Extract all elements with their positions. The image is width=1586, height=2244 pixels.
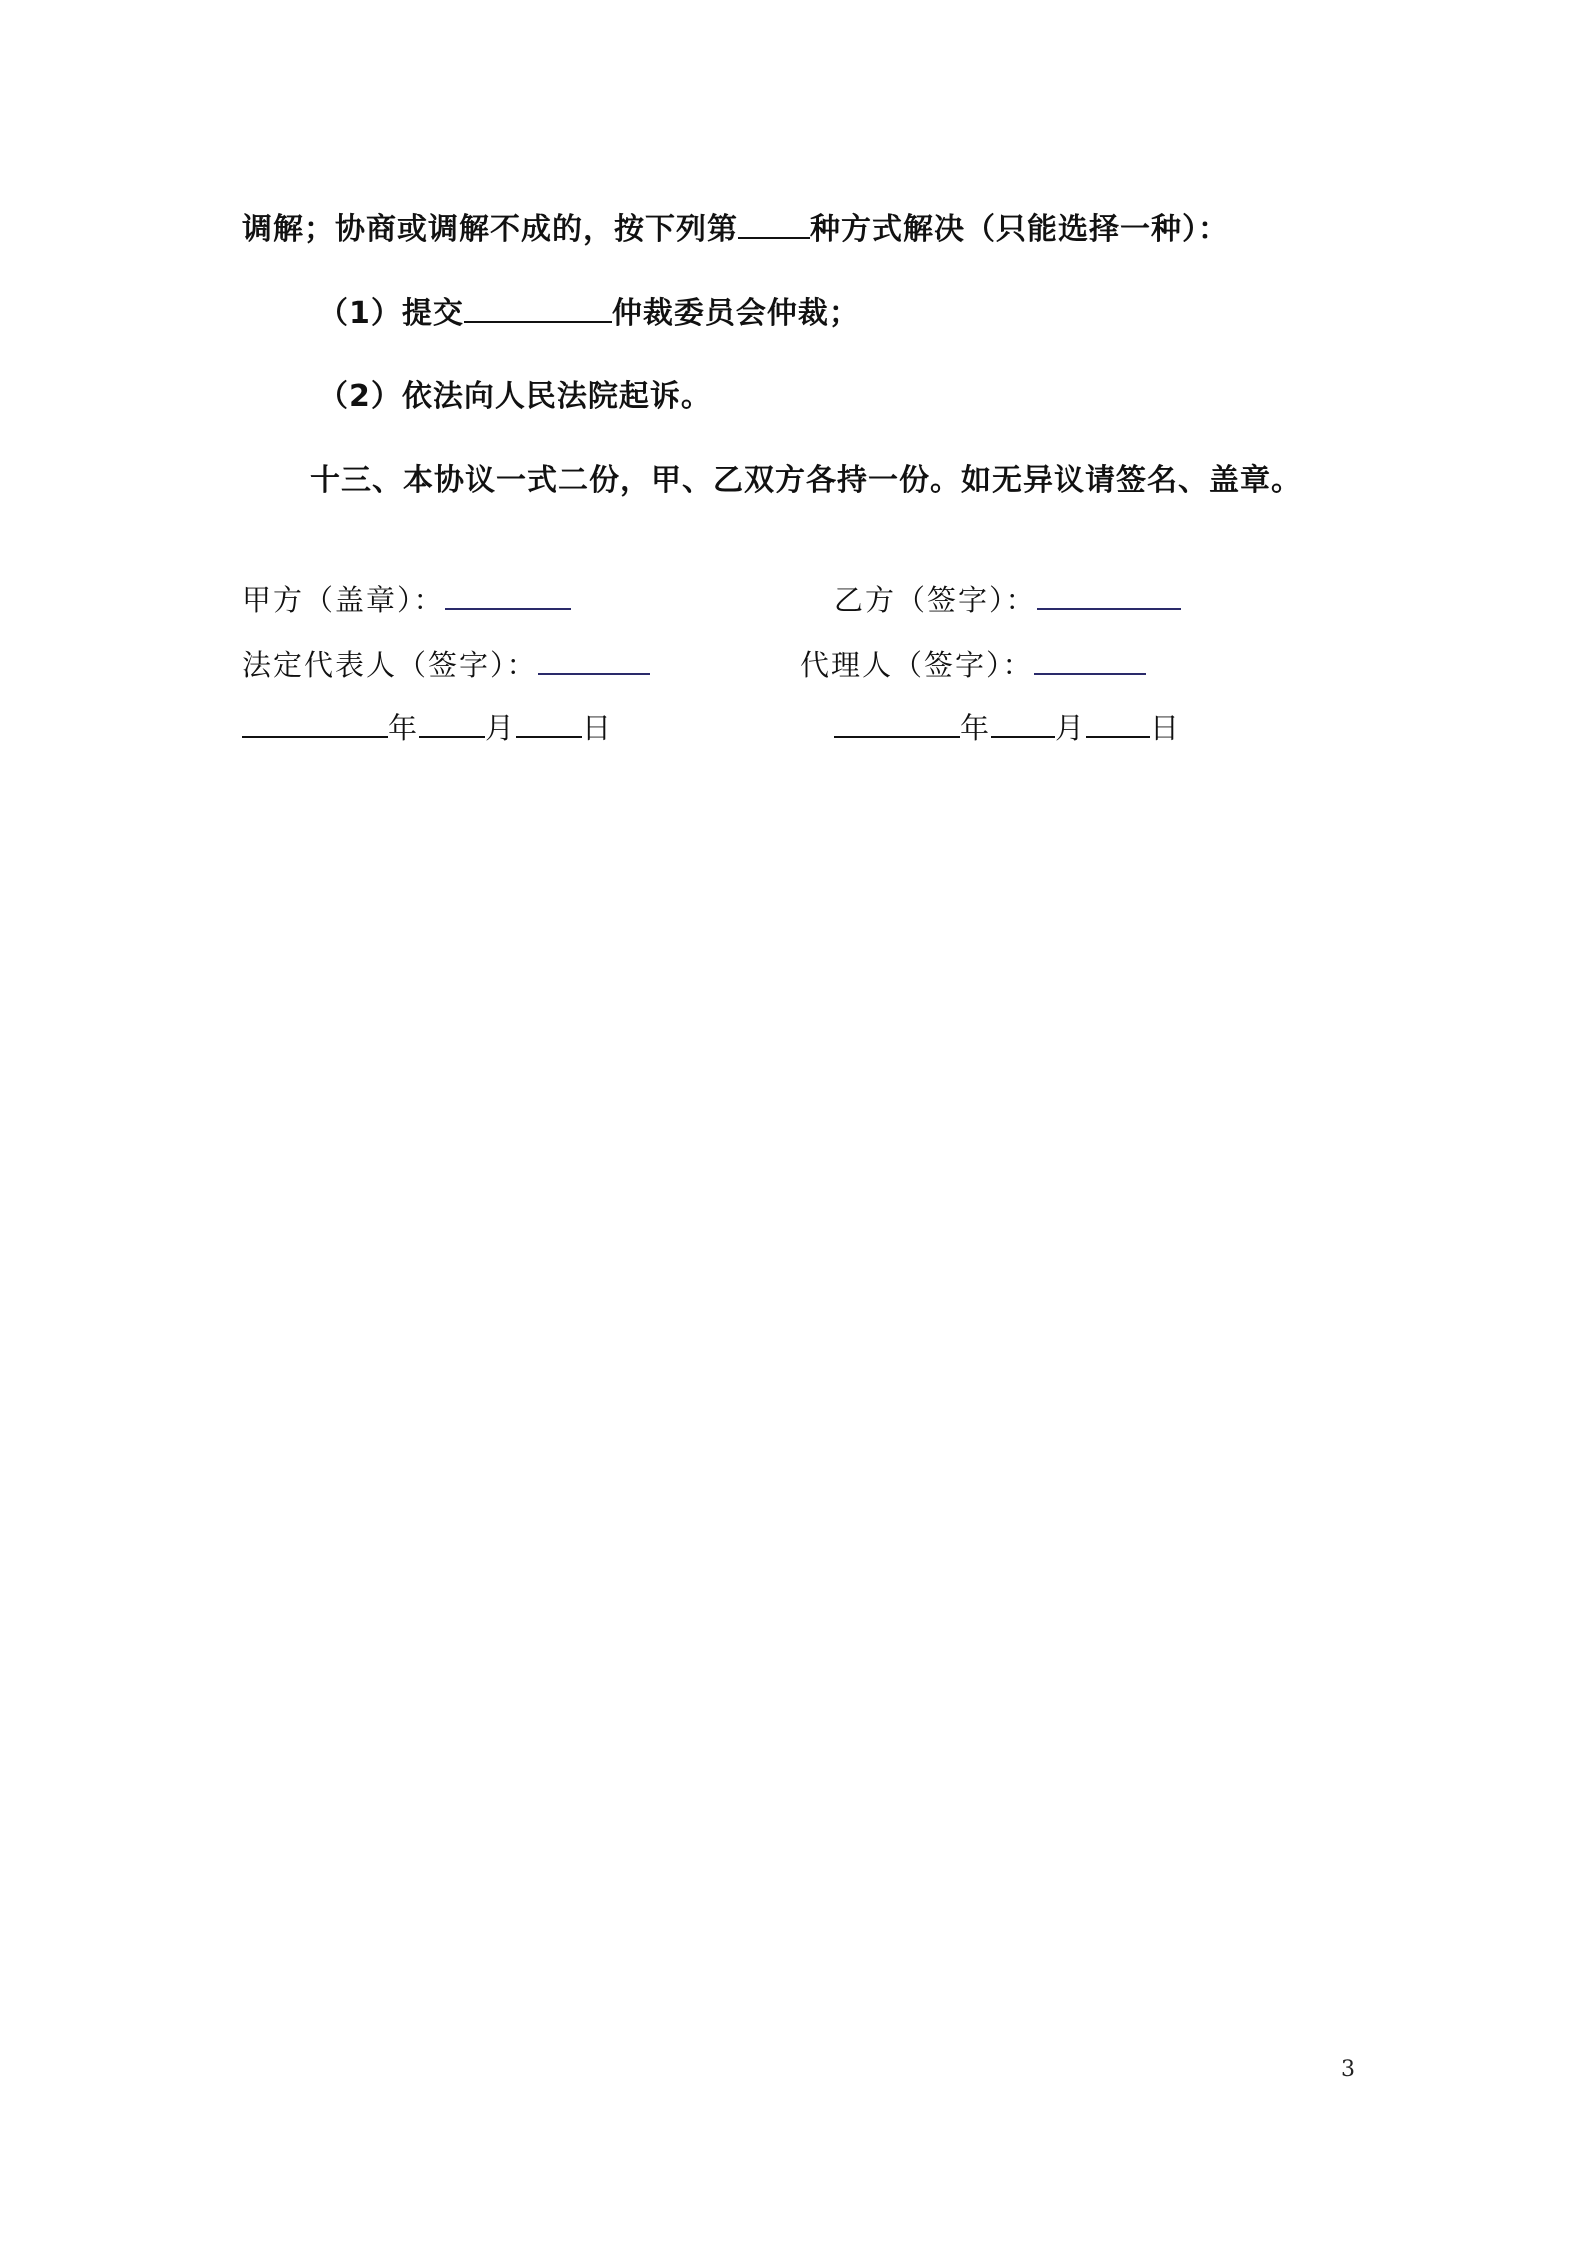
party-a-signature — [242, 580, 571, 620]
legal-rep-signature — [242, 645, 650, 685]
page-number: 3 — [1341, 2057, 1355, 2082]
party-b-signature-blank[interactable] — [1037, 582, 1181, 610]
dispute-text-part2: 种方式解决（只能选择一种）： — [810, 212, 1229, 247]
party-b-year-blank[interactable] — [834, 710, 960, 738]
year-label: 年 — [388, 711, 420, 745]
month-label: 月 — [1055, 711, 1087, 745]
party-b-signature — [834, 580, 1181, 620]
party-b-day-blank[interactable] — [1086, 710, 1150, 738]
agent-label: 代理人（签字）： — [800, 648, 1034, 682]
day-label: 日 — [1150, 711, 1182, 745]
clause-13-line — [310, 461, 1302, 501]
party-a-day-blank[interactable] — [516, 710, 582, 738]
party-a-month-blank[interactable] — [419, 710, 485, 738]
option-1-line — [318, 293, 860, 334]
party-a-year-blank[interactable] — [242, 710, 388, 738]
party-a-seal-blank[interactable] — [445, 582, 571, 610]
agent-signature — [800, 645, 1146, 685]
clause-13-text: 十三、本协议一式二份，甲、乙双方各持一份。如无异议请签名、盖章。 — [310, 463, 1302, 498]
arbitration-committee-blank[interactable] — [464, 293, 612, 323]
dispute-resolution-line — [242, 209, 1229, 250]
legal-rep-label: 法定代表人（签字）： — [242, 648, 538, 682]
party-b-date — [834, 708, 1181, 748]
party-b-label: 乙方（签字）： — [834, 583, 1037, 617]
method-number-blank[interactable] — [738, 209, 810, 239]
month-label: 月 — [485, 711, 517, 745]
option-2-line — [318, 377, 712, 417]
option-1-text-part1: （1）提交 — [318, 296, 464, 331]
option-1-text-part2: 仲裁委员会仲裁； — [611, 296, 860, 331]
year-label: 年 — [960, 711, 992, 745]
option-2-text: （2）依法向人民法院起诉。 — [318, 379, 712, 414]
party-b-month-blank[interactable] — [991, 710, 1055, 738]
day-label: 日 — [582, 711, 614, 745]
legal-rep-signature-blank[interactable] — [538, 647, 650, 675]
party-a-label: 甲方（盖章）： — [242, 583, 445, 617]
agent-signature-blank[interactable] — [1034, 647, 1146, 675]
party-a-date — [242, 708, 613, 748]
dispute-text-part1: 调解；协商或调解不成的，按下列第 — [242, 212, 738, 247]
